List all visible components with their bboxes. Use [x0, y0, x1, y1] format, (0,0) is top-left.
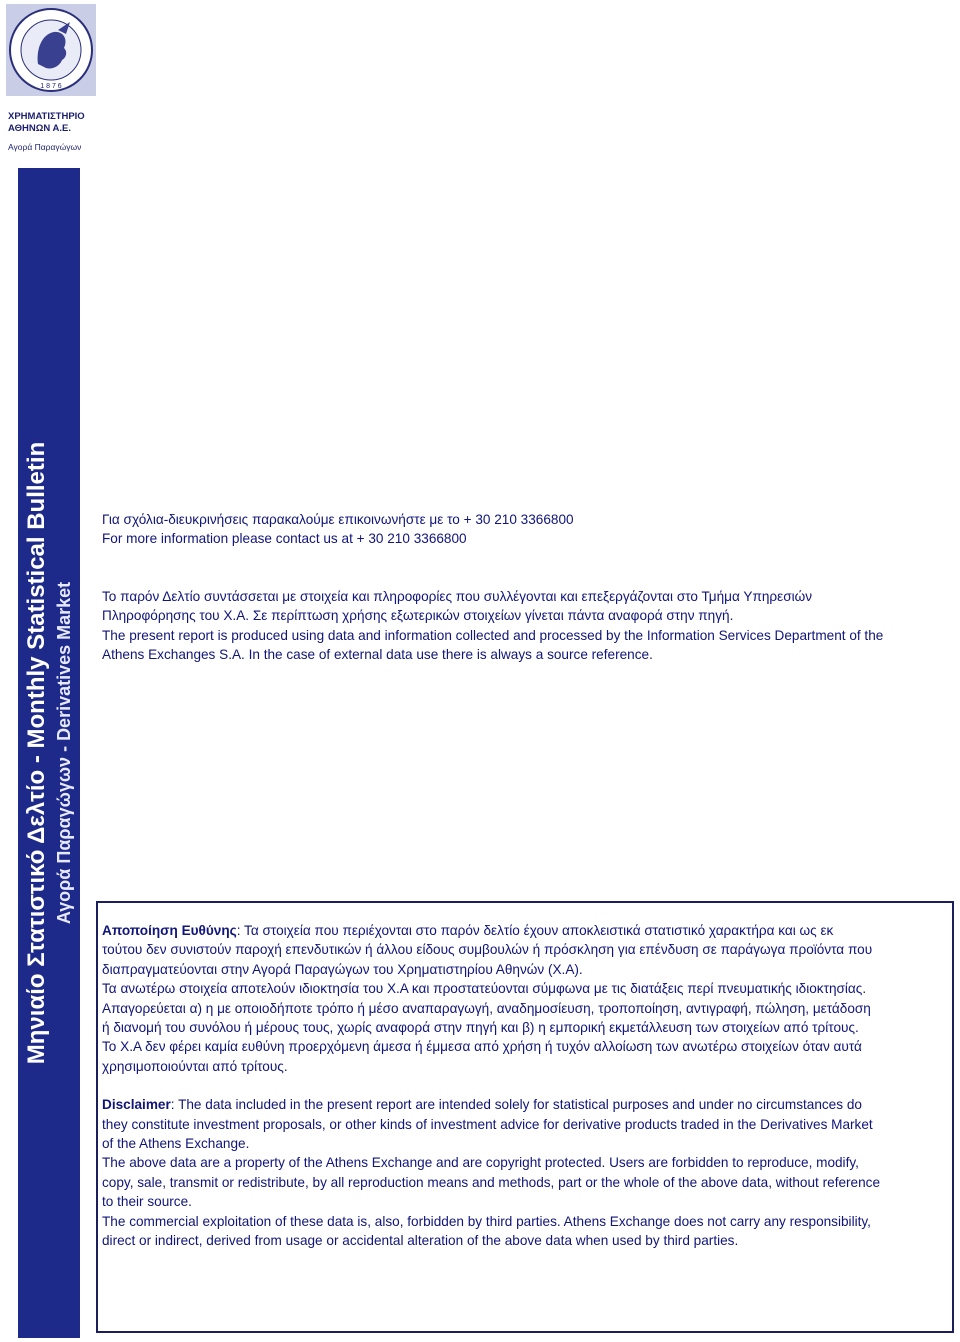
logo-name-line1: ΧΡΗΜΑΤΙΣΤΗΡΙΟ [8, 111, 85, 122]
disclaimer-en-line: The above data are a property of the Athens Exchange and are copyright protected. Users are forbidden to reproduce, modify, [102, 1155, 859, 1171]
source-note-english-line1: The present report is produced using data and information collected and processed by the Information Services Department of the [102, 627, 884, 643]
sidebar-title: Μηνιαίο Στατιστικό Δελτίο - Monthly Statistical Bulletin [23, 441, 50, 1065]
logo-name-line2: ΑΘΗΝΩΝ Α.Ε. [8, 123, 71, 134]
contact-english: For more information please contact us at + 30 210 3366800 [102, 531, 467, 547]
disclaimer-gr-line: Απαγορεύεται α) η με οποιοδήποτε τρόπο ή μέσο αναπαραγωγή, αναδημοσίευση, τροποποίηση, αντιγραφή, πώληση, μετάδοση [102, 1000, 871, 1016]
sidebar-subtitle: Αγορά Παραγώγων - Derivatives Market [54, 581, 74, 925]
disclaimer-en-line: Disclaimer: The data included in the present report are intended solely for statistical purposes and under no circumstances do [102, 1097, 862, 1113]
disclaimer-en-label: Disclaimer [102, 1097, 171, 1113]
disclaimer-en-line: copy, sale, transmit or redistribute, by all reproduction means and methods, part or the whole of the above data, without reference [102, 1174, 881, 1190]
disclaimer-gr-line: τούτου δεν συνιστούν παροχή επενδυτικών ή άλλου είδους συμβουλών ή πρόσκληση για επένδυση σε παράγωγα προϊόντα που [102, 942, 873, 958]
disclaimer-gr-line: Αποποίηση Ευθύνης: Τα στοιχεία που περιέχονται στο παρόν δελτίο έχουν αποκλειστικά στατιστικό χαρακτήρα και ως εκ [102, 923, 834, 938]
disclaimer-gr-label: Αποποίηση Ευθύνης [102, 923, 237, 938]
hermes-seal-icon [6, 4, 98, 154]
disclaimer-gr-line: ή διανομή του συνόλου ή μέρους τους, χωρίς αναφορά στην πηγή και β) η εμπορική εκμετάλλευση των στοιχείων από τρίτους. [102, 1020, 859, 1036]
disclaimer-en-line: of the Athens Exchange. [102, 1136, 250, 1152]
disclaimer-en-line: to their source. [102, 1194, 192, 1210]
disclaimer-en-line: The commercial exploitation of these data is, also, forbidden by third parties. Athens Exchange does not carry any responsibility, [102, 1213, 871, 1229]
source-note-greek-line1: Το παρόν Δελτίο συντάσσεται με στοιχεία και πληροφορίες που συλλέγονται και επεξεργάζονται στο Τμήμα Υπηρεσιών [102, 588, 813, 604]
disclaimer-gr-line: χρησιμοποιούνται από τρίτους. [102, 1058, 288, 1074]
logo-subtitle: Αγορά Παραγώγων [8, 142, 82, 152]
source-note-greek-line2: Πληροφόρησης του Χ.Α. Σε περίπτωση χρήσης εξωτερικών στοιχείων γίνεται πάντα αναφορά στην πηγή. [102, 608, 734, 624]
contact-greek: Για σχόλια-διευκρινήσεις παρακαλούμε επικοινωνήστε με το + 30 210 3366800 [102, 512, 574, 527]
sidebar-text [22, 442, 76, 1064]
disclaimer-en-line: they constitute investment proposals, or other kinds of investment advice for derivative products traded in the Derivatives Market [102, 1116, 873, 1132]
athex-logo [6, 4, 98, 154]
disclaimer-text [102, 921, 944, 1251]
main-content [102, 510, 952, 664]
disclaimer-en-line: direct or indirect, derived from usage or accidental alteration of the above data when used by third parties. [102, 1233, 739, 1249]
disclaimer-box [96, 901, 954, 1333]
disclaimer-gr-line: διαπραγματεύονται στην Αγορά Παραγώγων του Χρηματιστηρίου Αθηνών (Χ.Α). [102, 961, 583, 977]
source-note-english-line2: Athens Exchanges S.A. In the case of external data use there is always a source reference. [102, 647, 653, 663]
disclaimer-gr-line: Τα ανωτέρω στοιχεία αποτελούν ιδιοκτησία του Χ.Α και προστατεύονται σύμφωνα με τις διατάξεις περί πνευματικής ιδιοκτησίας. [102, 981, 867, 997]
sidebar-banner [18, 168, 80, 1338]
disclaimer-gr-line: Το Χ.Α δεν φέρει καμία ευθύνη προερχόμενη άμεσα ή έμμεσα από χρήση ή τυχόν αλλοίωση των ανωτέρω στοιχείων όταν αυτά [102, 1039, 862, 1055]
logo-year: 1 8 7 6 [40, 83, 62, 90]
